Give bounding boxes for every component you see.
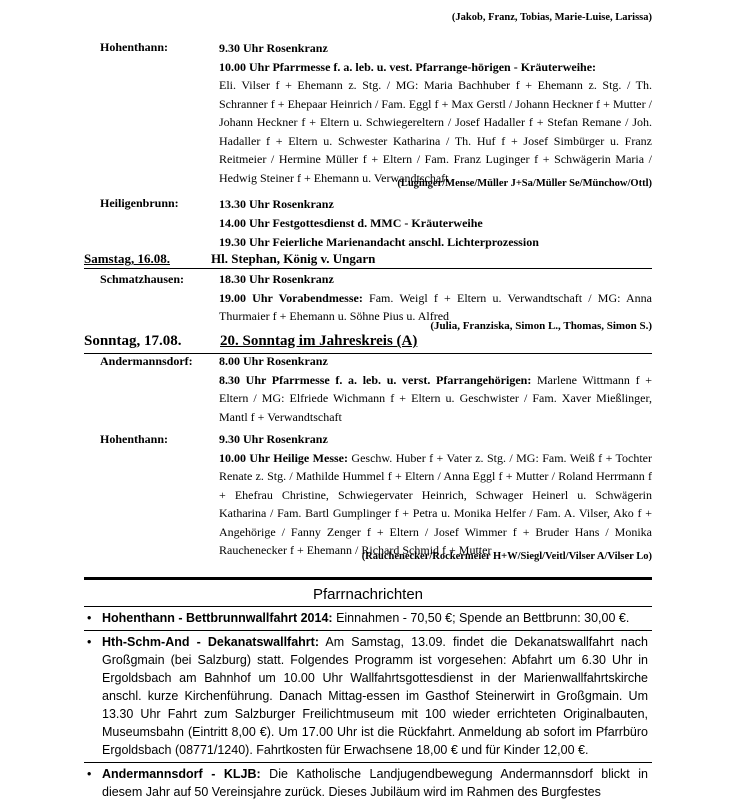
day-date: Sonntag, 17.08. xyxy=(84,333,182,349)
location-label: Schmatzhausen: xyxy=(100,272,185,286)
news-item-text: Die Katholische Landjugendbewegung Andermannsdorf blickt in diesem Jahr auf 50 Vereinsjahre zurück. Dieses Jubiläum wird im Rahmen des Burgfestes xyxy=(102,767,648,799)
day-date: Samstag, 16.08. xyxy=(84,251,170,266)
feast-title: Hl. Stephan, König v. Ungarn xyxy=(211,251,376,266)
mass-entry xyxy=(219,195,652,232)
feast-title: 20. Sonntag im Jahreskreis (A) xyxy=(220,333,418,349)
location-label: Hohenthann: xyxy=(100,432,169,446)
altar-servers: (Julia, Franziska, Simon L., Thomas, Simon S.) xyxy=(430,320,652,332)
rosary-time: 8.00 Uhr Rosenkranz xyxy=(219,354,328,368)
news-item xyxy=(84,763,652,804)
rosary-time: 9.30 Uhr Rosenkranz xyxy=(219,41,328,55)
mass-intentions: Geschw. Huber f + Vater z. Stg. / MG: Fam. Weiß f + Tochter Renate z. Stg. / Mathilde Hummel f + Eltern / Anna Eggl f + Mutter / Roland Herrmann f + Ehefrau Christine, Schwiegervater Heinrich, Schwager Heinerl u. Schwägerin Katharina / Fam. Bartl Gumplinger f + Petra u. Monika Helfer / Fam. A. Vilser, Ako f + Angehörige / Fanny Zenger f + Eltern / Josef Wimmer f + Bruder Hans / Monika Rauchenecker f + Ehemann / Richard Schmid f + Mutter xyxy=(219,450,653,557)
mass-entry xyxy=(219,352,652,426)
mass-title: 19.00 Uhr Vorabendmesse: xyxy=(219,290,363,305)
day-header xyxy=(84,333,652,354)
devotion-title: 19.30 Uhr Feierliche Marienandacht anschl. Lichterprozession xyxy=(219,235,539,249)
mass-intentions: Marlene Wittmann f + Eltern / MG: Elfriede Wichmann f + Eltern u. Geschwister / Fam. Xaver Mießlinger, Mantl f + Verwandtschaft xyxy=(219,372,653,424)
mass-intentions: Eli. Vilser f + Ehemann z. Stg. / MG: Maria Bachhuber f + Ehemann z. Stg. / Th. Schranner f + Ehepaar Heinrich / Fam. Eggl f + Max Gerstl / Johann Heckner f + Mutter / Johann Heckner f + Eltern u. Schwiegereltern / Josef Hadaller f + Stefan Remane / Joh. Hadaller f + Eltern u. Schwester Katharina / Th. Huf f + Josef Simbürger u. Franz Reitmeier / Hermine Müller f + Eltern / Fam. Franz Luginger f + Schwägerin Maria / Hedwig Steiner f + Ehemann u. Verwandtschaft xyxy=(219,78,652,185)
rosary-time: 18.30 Uhr Rosenkranz xyxy=(219,272,334,286)
news-item-title: Andermannsdorf - KLJB: xyxy=(102,767,261,781)
news-item xyxy=(84,631,652,763)
bullet-icon: • xyxy=(87,767,92,781)
news-item-title: Hth-Schm-And - Dekanatswallfahrt: xyxy=(102,635,319,649)
news-item-text: Einnahmen - 70,50 €; Spende an Bettbrunn: 30,00 €. xyxy=(336,611,630,625)
header-servers: (Jakob, Franz, Tobias, Marie-Luise, Larissa) xyxy=(451,12,652,23)
mass-entry xyxy=(219,270,652,326)
bullet-icon: • xyxy=(87,635,92,649)
location-label: Andermannsdorf: xyxy=(100,354,193,368)
news-item-text: Am Samstag, 13.09. findet die Dekanatswallfahrt nach Großgmain (bei Salzburg) statt. Folgendes Programm ist vorgesehen: Abfahrt um 6.30 Uhr in Ergoldsbach am Bahnhof um 10.00 Uhr Wallfahrtsgottesdienst in der Marienwallfahrtskirche anschl. kurze Kirchenführung. Danach Mittag-essen im Gasthof Steinerwirt in Großgmain. Um 13.30 Uhr Fahrt zum Salzburger Freilichtmuseum mit 100 wieder errichteten Originalbauten, Museumsbahn (Eintritt 8,00 €). Um 17.00 Uhr ist die Rückfahrt. Anmeldung ab sofort im Pfarrbüro Ergoldsbach (08771/1240). Fahrtkosten für Erwachsene 18,00 € und für Kinder 12,00 €. xyxy=(102,635,648,757)
mass-intentions: Fam. Weigl f + Eltern u. Verwandtschaft / MG: Anna Thurmaier f + Ehemann u. Söhne Pius u. Alfred xyxy=(219,290,652,323)
mass-entry xyxy=(219,430,652,560)
rosary-time: 13.30 Uhr Rosenkranz xyxy=(219,197,334,211)
mass-title: 10.00 Uhr Pfarrmesse f. a. leb. u. vest. Pfarrange-hörigen - Kräuterweihe: xyxy=(219,59,597,74)
news-section xyxy=(84,577,652,804)
location-label: Hohenthann: xyxy=(100,40,169,54)
news-item xyxy=(84,607,652,631)
rosary-time: 9.30 Uhr Rosenkranz xyxy=(219,432,328,446)
altar-servers: (Luginger/Mense/Müller J+Sa/Müller Se/Münchow/Ottl) xyxy=(397,178,652,189)
news-item-title: Hohenthann - Bettbrunnwallfahrt 2014: xyxy=(102,611,333,625)
location-label: Heiligenbrunn: xyxy=(100,196,179,210)
service-title: 14.00 Uhr Festgottesdienst d. MMC - Kräuterweihe xyxy=(219,215,483,230)
altar-servers: (Rauchenecker/Rockermeier H+W/Siegl/Veitl/Vilser A/Vilser Lo) xyxy=(361,551,652,562)
bullet-icon: • xyxy=(87,611,92,625)
mass-title: 10.00 Uhr Heilige Messe: xyxy=(219,450,348,465)
mass-title: 8.30 Uhr Pfarrmesse f. a. leb. u. verst. Pfarrangehörigen: xyxy=(219,372,532,387)
news-heading: Pfarrnachrichten xyxy=(84,580,652,607)
mass-entry xyxy=(219,39,652,187)
news-list xyxy=(84,607,652,804)
day-header xyxy=(84,251,652,269)
